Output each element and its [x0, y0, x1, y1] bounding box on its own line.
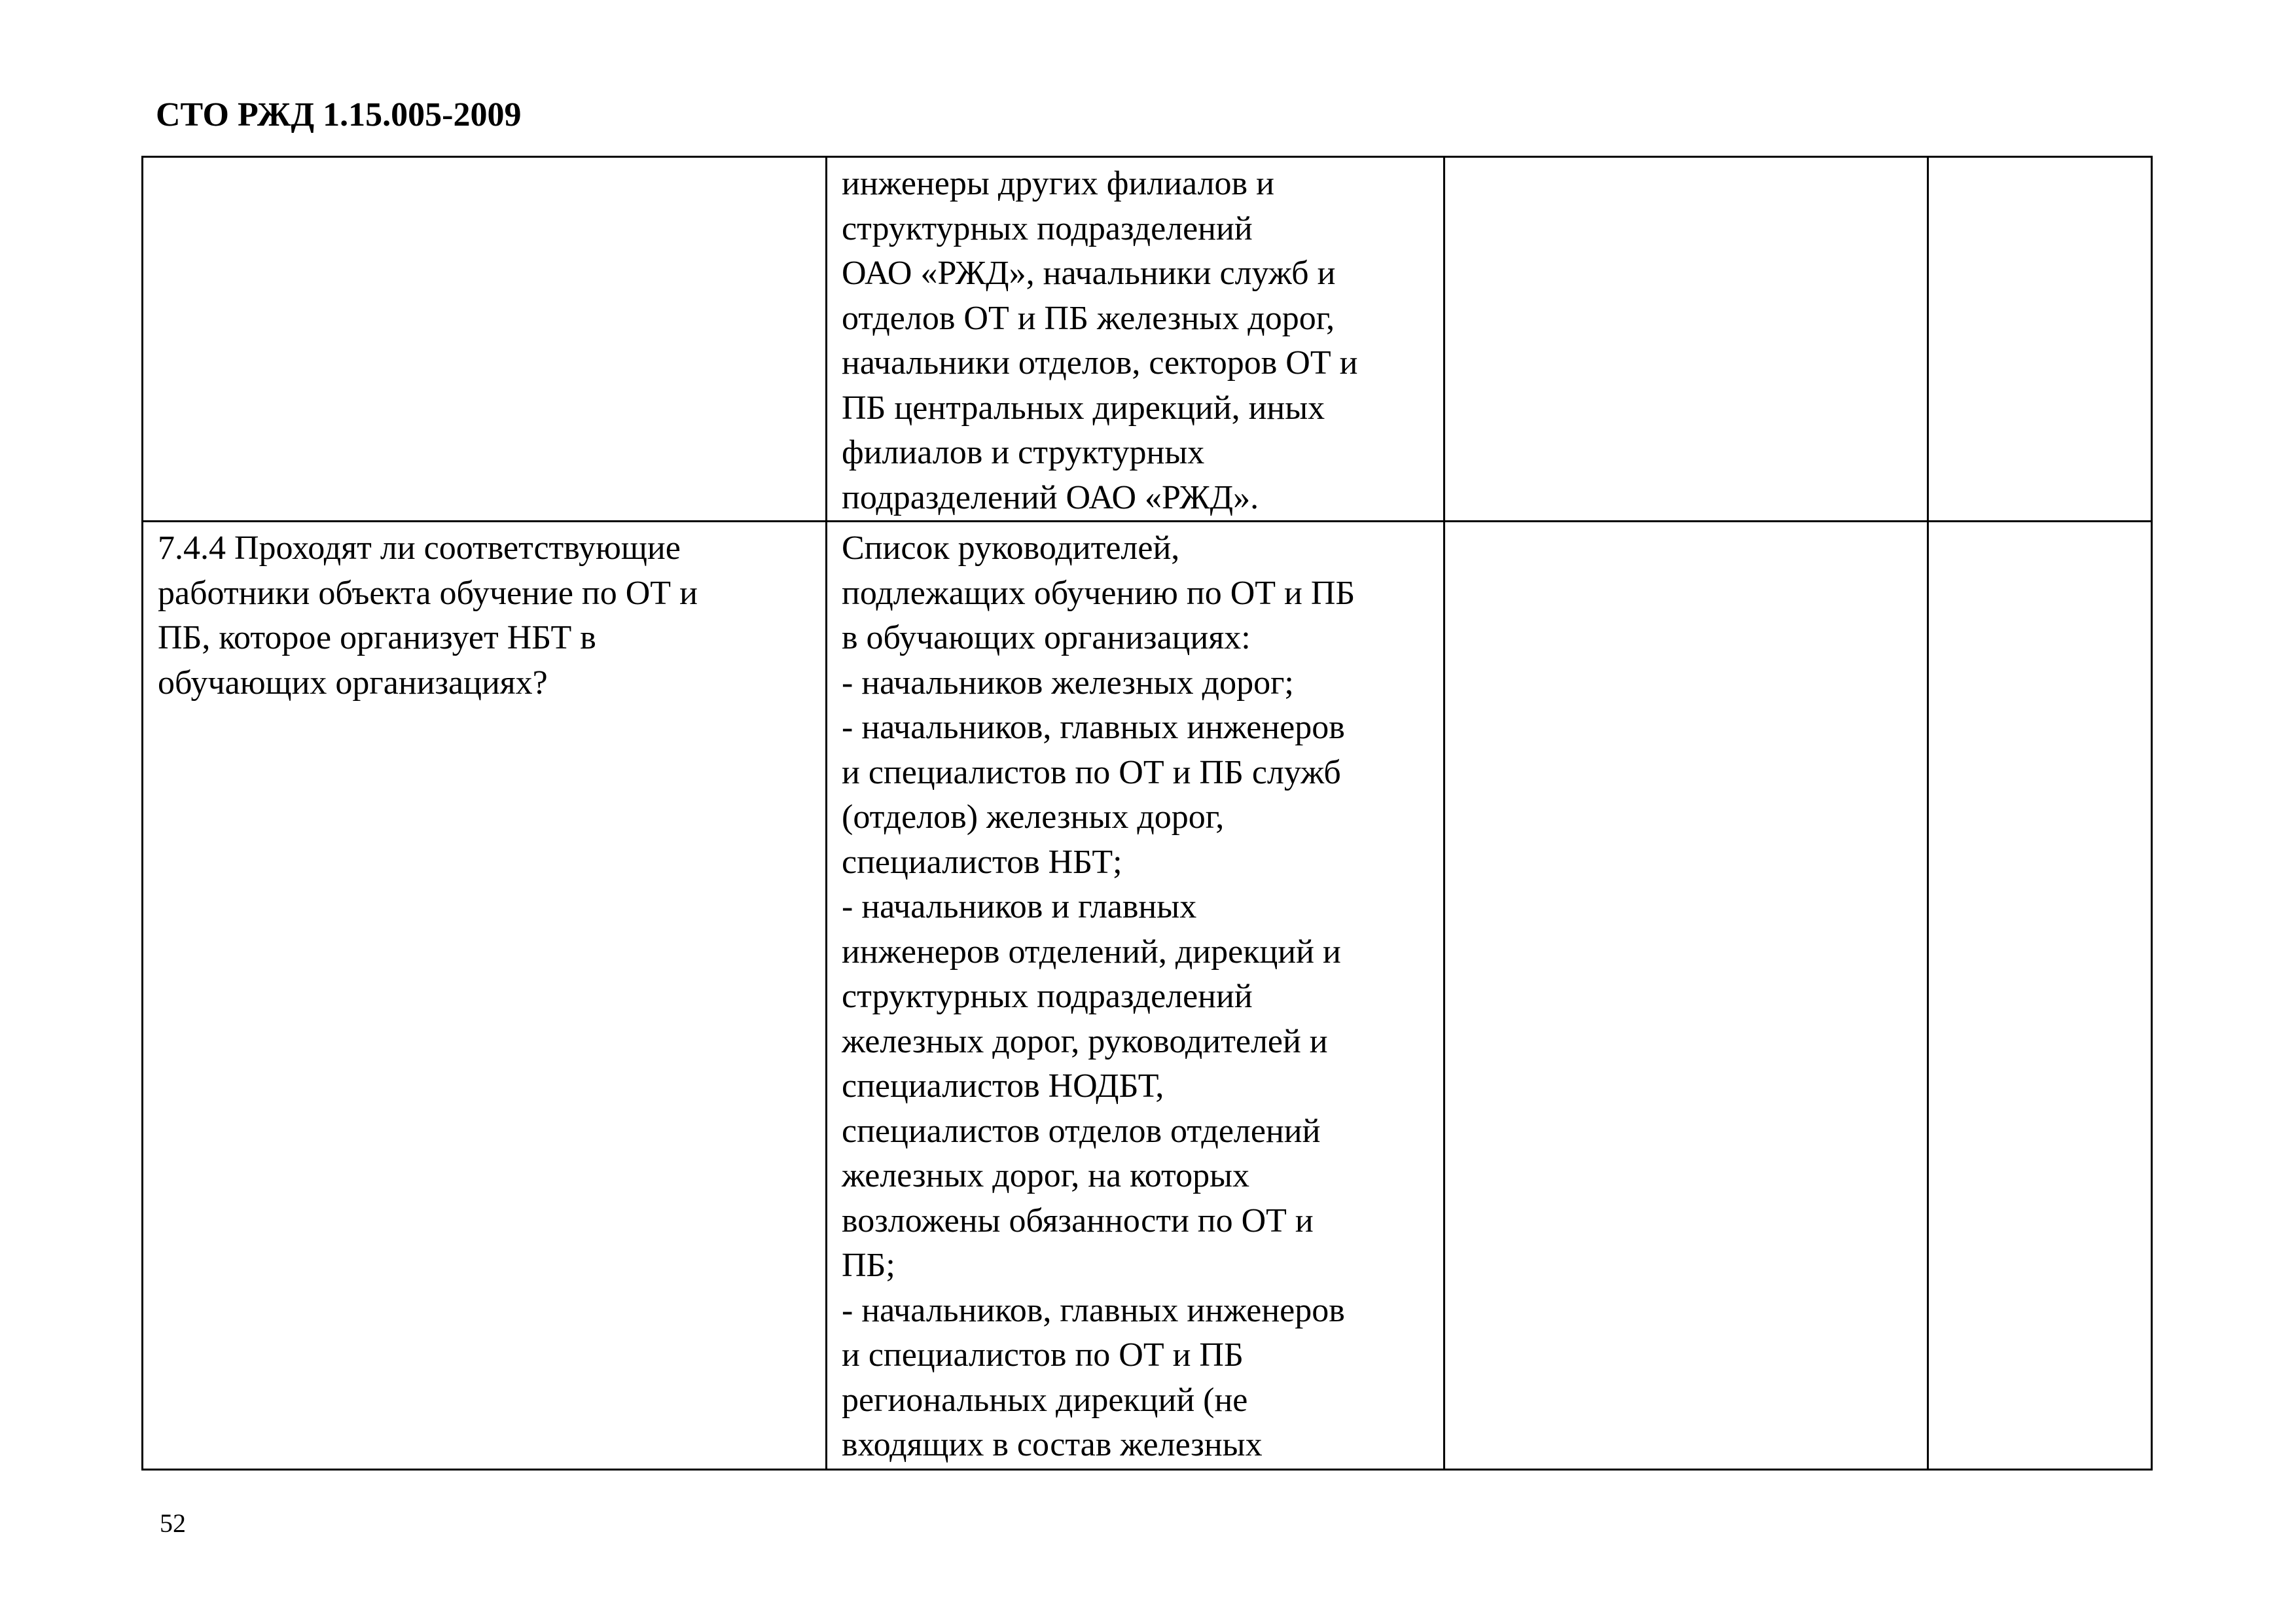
- cell-text-line: структурных подразделений: [842, 209, 1253, 247]
- cell-text-line: обучающих организациях?: [158, 664, 548, 702]
- cell-text-line: отделов ОТ и ПБ железных дорог,: [842, 299, 1335, 337]
- cell-text-line: работники объекта обучение по ОТ и: [158, 574, 698, 612]
- cell-text-line: - начальников и главных: [842, 888, 1197, 925]
- table-row: [143, 157, 2152, 522]
- cell-text-line: филиалов и структурных: [842, 434, 1205, 471]
- question-cell: [143, 157, 827, 522]
- table-row: [143, 522, 2152, 1470]
- cell-text-line: инженеров отделений, дирекций и: [842, 933, 1341, 971]
- cell-text-line: (отделов) железных дорог,: [842, 798, 1225, 836]
- page-number: 52: [160, 1508, 186, 1538]
- cell-text-line: железных дорог, на которых: [842, 1157, 1250, 1194]
- cell-text-line: Список руководителей,: [842, 529, 1180, 567]
- cell-text-line: 7.4.4 Проходят ли соответствующие: [158, 529, 681, 567]
- question-cell: [143, 522, 827, 1470]
- evidence-cell: [827, 157, 1444, 522]
- checklist-table: [141, 156, 2153, 1471]
- cell-text-line: возложены обязанности по ОТ и: [842, 1202, 1314, 1240]
- result-cell: [1444, 522, 1928, 1470]
- cell-text-line: подлежащих обучению по ОТ и ПБ: [842, 574, 1355, 612]
- cell-text-line: в обучающих организациях:: [842, 619, 1251, 656]
- cell-text-line: и специалистов по ОТ и ПБ служб: [842, 753, 1341, 791]
- cell-text-line: структурных подразделений: [842, 978, 1253, 1015]
- document-code-header: СТО РЖД 1.15.005-2009: [156, 96, 522, 134]
- result-cell: [1444, 157, 1928, 522]
- cell-text-line: специалистов НОДБТ,: [842, 1067, 1164, 1105]
- note-cell: [1928, 157, 2152, 522]
- cell-text-line: - начальников, главных инженеров: [842, 709, 1345, 746]
- cell-text-line: подразделений ОАО «РЖД».: [842, 478, 1259, 516]
- cell-text-line: инженеры других филиалов и: [842, 165, 1274, 202]
- cell-text-line: - начальников железных дорог;: [842, 664, 1294, 702]
- cell-text-line: входящих в состав железных: [842, 1426, 1263, 1463]
- cell-text-line: железных дорог, руководителей и: [842, 1022, 1328, 1060]
- cell-text-line: начальники отделов, секторов ОТ и: [842, 344, 1358, 382]
- cell-text-line: специалистов отделов отделений: [842, 1112, 1321, 1150]
- cell-text-line: региональных дирекций (не: [842, 1381, 1248, 1419]
- cell-text-line: ПБ, которое организует НБТ в: [158, 619, 596, 656]
- evidence-cell: [827, 522, 1444, 1470]
- cell-text-line: и специалистов по ОТ и ПБ: [842, 1336, 1244, 1374]
- cell-text-line: - начальников, главных инженеров: [842, 1291, 1345, 1329]
- cell-text-line: специалистов НБТ;: [842, 843, 1122, 881]
- cell-text-line: ПБ центральных дирекций, иных: [842, 389, 1325, 427]
- cell-text-line: ОАО «РЖД», начальники служб и: [842, 255, 1336, 292]
- cell-text-line: ПБ;: [842, 1247, 895, 1284]
- note-cell: [1928, 522, 2152, 1470]
